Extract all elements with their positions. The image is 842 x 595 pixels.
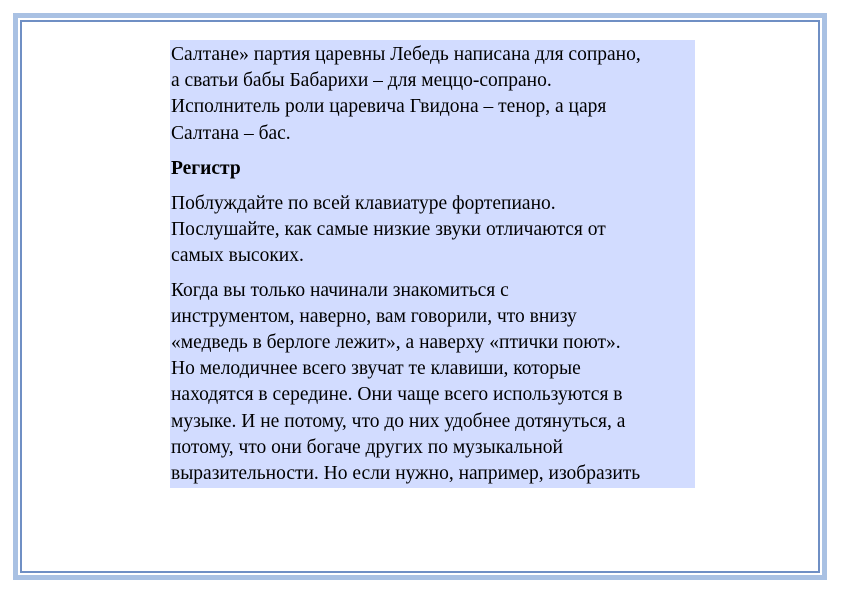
text-line: Салтана – бас. — [171, 122, 291, 144]
highlighted-text-block — [170, 40, 695, 488]
text-line: Салтане» партия царевны Лебедь написана для сопрано, — [171, 44, 641, 65]
text-line: инструментом, наверно, вам говорили, что внизу — [171, 305, 577, 327]
text-line: Когда вы только начинали знакомиться с — [171, 279, 509, 301]
text-line: выразительности. Но если нужно, например, изобразить — [171, 463, 641, 485]
text-line: музыке. И не потому, что до них удобнее дотянуться, а — [171, 410, 626, 432]
text-line: Поблуждайте по всей клавиатуре фортепиано. — [171, 193, 556, 215]
text-line: потому, что они богаче других по музыкальной — [171, 436, 563, 458]
text-line: Но мелодичнее всего звучат те клавиши, которые — [171, 358, 581, 380]
paragraph-middle-keys — [171, 278, 695, 488]
text-line: Послушайте, как самые низкие звуки отличаются от — [171, 219, 606, 241]
text-line: находятся в середине. Они чаще всего используются в — [171, 384, 623, 406]
text-line: а сватьи бабы Бабарихи – для меццо-сопрано. — [171, 70, 552, 92]
paragraph-voices — [171, 42, 695, 147]
paragraph-keyboard — [171, 191, 695, 270]
text-line: Исполнитель роли царевича Гвидона – тенор, а царя — [171, 96, 607, 118]
text-line: «медведь в берлоге лежит», а наверху «птички поют». — [171, 332, 621, 354]
text-line: самых высоких. — [171, 245, 304, 267]
section-heading-register: Регистр — [171, 157, 241, 179]
